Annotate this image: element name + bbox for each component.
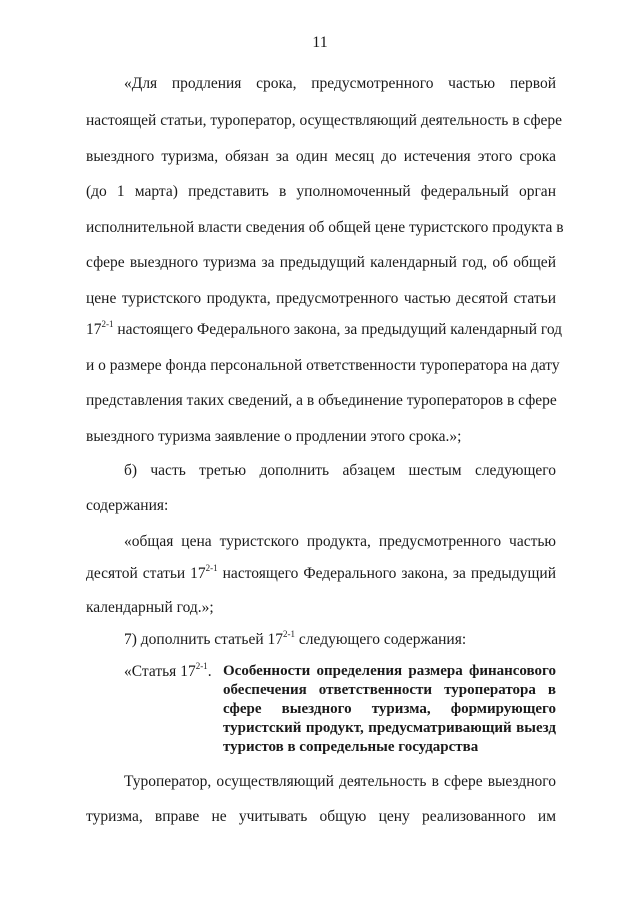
article-superscript: 2-1 [195,661,208,671]
article-superscript: 2-1 [283,629,296,639]
text-line-article-ref [86,319,563,340]
text-line: содержания: [86,497,169,514]
page-number: 11 [312,34,328,51]
text-line: выездного туризма заявление о продлении этого срока.»; [86,428,462,445]
text-fragment: настоящего Федерального закона, за предыдущий [217,565,557,582]
text-line: «Для продления срока, предусмотренного частью первой [124,75,556,92]
text-line: «общая цена туристского продукта, предусмотренного частью [124,533,556,550]
article-heading-line: обеспечения ответственности туроператора в [223,682,556,698]
text-line: выездного туризма, обязан за один месяц до истечения этого срока [86,148,556,165]
article-number: 17 [180,663,196,680]
text-line: исполнительной власти сведения об общей цене туристского продукта в [86,219,564,236]
text-line: б) часть третью дополнить абзацем шестым следующего [124,462,556,479]
article-heading-label [124,662,212,682]
text-line: Туроператор, осуществляющий деятельность в сфере выездного [124,773,556,790]
text-fragment: настоящего Федерального закона, за предыдущий календарный год [113,321,563,338]
article-heading-line: Особенности определения размера финансового [223,663,556,679]
article-superscript: 2-1 [205,563,218,573]
article-heading-line: туристский продукт, предусматривающий выезд [223,720,556,736]
article-number: 17 [86,321,102,338]
article-superscript: 2-1 [101,319,114,329]
article-number: 17 [190,565,206,582]
text-fragment: следующего содержания: [295,631,467,648]
text-line-article-ref [86,564,556,584]
text-fragment: . [207,663,212,680]
text-line: и о размере фонда персональной ответственности туроператора на дату [86,357,560,374]
text-line: сфере выездного туризма за предыдущий календарный год, об общей [86,254,556,271]
text-line: представления таких сведений, а в объединение туроператоров в сфере [86,392,557,409]
text-fragment: «Статья [124,663,181,680]
text-line: цене туристского продукта, предусмотренного частью десятой статьи [86,290,556,307]
text-fragment: десятой статьи [86,565,191,582]
article-heading-line: сфере выездного туризма, формирующего [223,701,556,717]
item-7-line [124,630,466,650]
text-line: календарный год.»; [86,599,214,616]
text-fragment: 7) дополнить статьей [124,631,268,648]
text-line: туризма, вправе не учитывать общую цену реализованного им [86,808,556,825]
article-number: 17 [267,631,284,648]
article-heading-line: туристов в сопредельные государства [223,739,479,755]
text-line: (до 1 марта) представить в уполномоченный федеральный орган [86,183,556,200]
text-line: настоящей статьи, туроператор, осуществляющий деятельность в сфере [86,112,563,129]
